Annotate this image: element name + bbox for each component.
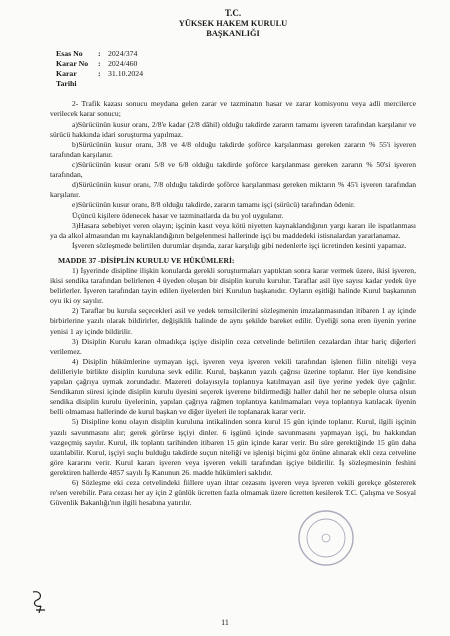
paragraph: c)Sürücünün kusur oranı 5/8 ve 6/8 olduğu takdirde şoförce karşılanması gereken zararın % 50'si işveren tarafından, [50,160,416,180]
meta-value: 2024/460 [108,58,138,68]
paragraph: İşveren sözleşmede belirtilen durumlar dışında, zarar karşılığı gibi nedenlerle işçi ücretinden kesinti yapamaz. [72,240,407,250]
meta-value: 2024/374 [108,48,138,58]
case-meta [56,49,416,89]
paragraph: 4) Disiplin hükümlerine uymayan işçi, işveren veya işveren vekili tarafından işlenen fiilin niteliği veya delilleriyle birlikte disiplin kuruluna sevk edilir. Kurul, başkanın yazılı çağrısı üzerine toplanır. Her üye kendisine yapılan çağrıya uymak zorundadır. Mazereti dolayısıyla toplantıya katılmayan asil üye yerine yedek üye çağrılır. Sendikanın süresi içinde disiplin kurulu üyesini seçerek işverene bildirmediği haller dahil her ne sebeple olursa olsun sendika disiplin kurulu üyelerinin, yapılan çağrıya rağmen toplantıya katılmamaları veya toplantıya katılacak üyenin belli olmaması hallerinde de kurul başkan ve diğer üyeleri ile toplanarak karar verir. [50,356,416,417]
document-header [50,8,416,40]
meta-key: Karar Tarihi [56,68,77,88]
meta-row-karar: Karar No : 2024/460 [56,58,138,68]
paragraph: 3) Disiplin Kurulu karan olmadıkça işçiye disiplin ceza cetvelinde belirtilen cezalardan ihtar hariç diğerleri verilemez. [50,336,416,356]
meta-row-tarih: Karar Tarihi : 31.10.2024 [56,68,144,88]
paragraph: 1) İşyerinde disipline ilişkin konularda gerekli soruşturmaları yaptıktan sonra karar vermek üzere, ikisi işveren, ikisi sendika tarafından belirlenen 4 üyeden oluşan bir disiplin kurulu kurulur. Taraflar asil üye sayısı kadar yedek üye belirlerler. İşveren tarafından tayin edilen üyelerden biri Kurulun başkanıdır. Oyların eşitliği halinde Kurul başkanının oyu iki oy sayılır. [50,266,416,306]
paragraph: Üçüncü kişilere ödenecek hasar ve tazminatlarda da bu yol uygulanır. [72,210,284,220]
document-body [50,99,416,509]
paragraph: 3)Hasara sebebiyet veren olayın; işçinin kasıt veya kötü niyetten kaynaklandığının yargı kararı ile ispatlanması ya da alkol almasından mı kaynaklandığının belgelenmesi hallerinde işçi bu maddedeki istisnalardan yararlanamaz. [50,220,416,240]
paragraph: 5) Disipline konu olayın disiplin kuruluna intikalinden sonra kurul 15 gün içinde toplanır. Kurul, ilgili işçinin yazılı savunmasını alır; gerek görürse işçiyi dinler. 6 işgünü içinde savunmasını yapmayan işçi, bu hakkından vazgeçmiş sayılır. Kurul, ilk toplantı tarihinden itibaren 15 gün içinde karar verir. Bu süre gerektiğinde 15 gün daha uzatılabilir. Kurul, işçiyi suçlu bulduğu takdirde suçun niteliği ve işlenişi biçimi göz önüne alınarak ekli ceza cetveline göre kararını verir. Kurul kararı işveren veya işveren vekili tarafından işçiye bildirilir. İş sözleşmesinin feshini gerektiren hallerde 4857 sayılı İş Kanunun 26. madde hükümleri saklıdır. [50,417,416,477]
page-number: 11 [221,618,229,627]
paragraph: 6) Sözleşme eki ceza cetvelindeki fiillere uyan ihtar cezasını işveren veya işveren vekili gerekçe göstererek re'sen verebilir. Para cezası her ay için 2 günlük ücretten fazla olmamak üzere ücretten kesilerek T.C. Çalışma ve Sosyal Güvenlik Bakanlığı'nın ilgili hesabına yatırılır. [50,477,416,508]
paragraph: d)Sürücünün kusur oranı, 7/8 olduğu takdirde şoförce karşılanması gereken miktarın % 45'i işveren tarafından karşılanır. [50,180,416,200]
header-tc: T.C. [224,8,242,18]
meta-row-esas: Esas No : 2024/374 [56,48,138,58]
header-office: BAŞKANLIĞI [206,29,260,38]
meta-value: 31.10.2024 [108,68,144,78]
signature-mark [29,588,53,614]
meta-key: Karar No [56,58,89,68]
paragraph: e)Sürücünün kusur oranı, 8/8 olduğu takdirde, zararın tamamı işçi (sürücü) tarafından ödenir. [72,200,355,210]
paragraph: 2- Trafik kazası sonucu meydana gelen zarar ve tazminatın hasar ve zarar komisyonu veya adli mercilerce verilecek karar sonucu; [50,98,416,118]
header-institution: YÜKSEK HAKEM KURULU [178,18,288,28]
paragraph: a)Sürücünün kusur oranı, 2/8'e kadar (2/8 dâhil) olduğu takdirde zararın tamamı işveren tarafından karşılanır ve sürücü hakkında idari soruşturma yapılmaz. [50,119,416,139]
paragraph: b)Sürücünün kusur oranı, 3/8 ve 4/8 olduğu takdirde şoförce karşılanması gereken zararın % 55'i işveren tarafından karşılanır. [50,139,416,159]
paragraph: 2) Taraflar bu kurula seçecekleri asil ve yedek temsilcilerini sözleşmenin imzalanmasından itibaren 1 ay içinde birbirlerine yazılı olarak bildirirler, değişiklik halinde de aynı şekilde bareket edilir. Üyeliği sona eren üyenin yerine yenisi 1 ay içinde bildirilir. [50,306,416,336]
section-heading: MADDE 37 -DİSİPLİN KURULU VE HÜKÜMLERİ: [58,255,235,265]
official-stamp [296,508,356,568]
meta-key: Esas No [56,48,83,58]
